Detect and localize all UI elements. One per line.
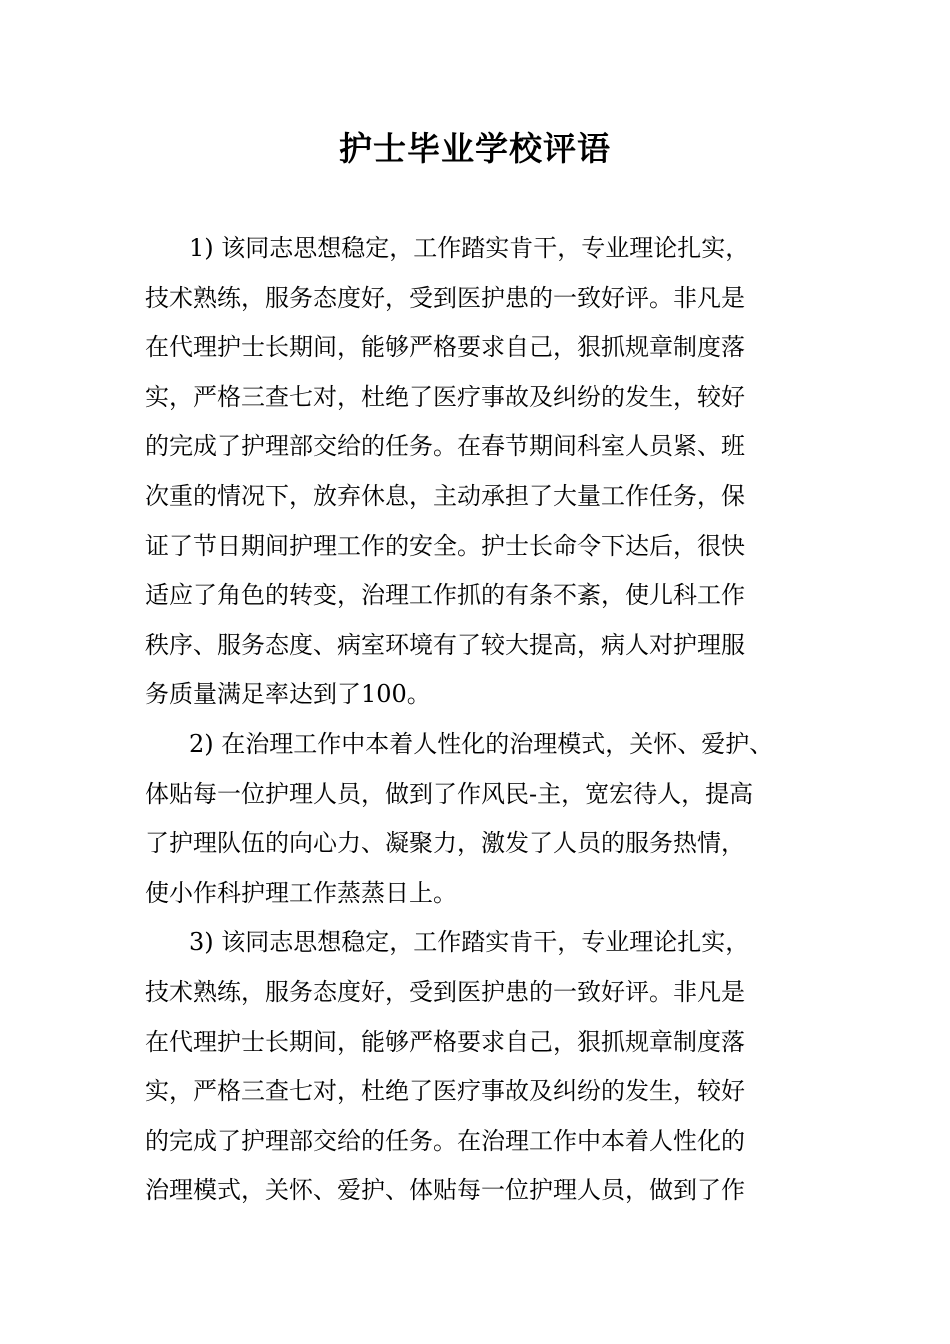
text-line: 技术熟练，服务态度好，受到医护患的一致好评。非凡是 [145,283,745,312]
text-line: 次重的情况下，放弃休息，主动承担了大量工作任务，保 [145,481,745,510]
text-line: 实，严格三查七对，杜绝了医疗事故及纠纷的发生，较好 [145,1077,745,1106]
text-line: 的完成了护理部交给的任务。在春节期间科室人员紧、班 [145,432,745,461]
text-line: 适应了角色的转变，治理工作抓的有条不紊，使儿科工作 [145,581,745,610]
text-line: 在代理护士长期间，能够严格要求自己，狠抓规章制度落 [145,1027,745,1056]
document-body [145,224,845,1216]
text-line: 体贴每一位护理人员，做到了作风民-主，宽宏待人，提高 [145,779,754,808]
text-line: 治理模式，关怀、爱护、体贴每一位护理人员，做到了作 [145,1176,745,1205]
text-line: 证了节日期间护理工作的安全。护士长命令下达后，很快 [145,531,745,560]
text-line: 务质量满足率达到了100。 [145,680,431,709]
text-line: 实，严格三查七对，杜绝了医疗事故及纠纷的发生，较好 [145,382,745,411]
text-line-paragraph-1-start: 1) 该同志思想稳定，工作踏实肯干，专业理论扎实， [189,234,750,262]
text-line: 使小作科护理工作蒸蒸日上。 [145,878,457,907]
text-line: 的完成了护理部交给的任务。在治理工作中本着人性化的 [145,1126,745,1155]
text-line: 在代理护士长期间，能够严格要求自己，狠抓规章制度落 [145,333,745,362]
text-line: 秩序、服务态度、病室环境有了较大提高，病人对护理服 [145,630,745,659]
text-line-paragraph-3-start: 3) 该同志思想稳定，工作踏实肯干，专业理论扎实， [189,928,750,957]
page-title: 护士毕业学校评语 [339,129,611,168]
text-line: 技术熟练，服务态度好，受到医护患的一致好评。非凡是 [145,977,745,1006]
text-line-paragraph-2-start: 2) 在治理工作中本着人性化的治理模式，关怀、爱护、 [189,729,774,758]
text-line: 了护理队伍的向心力、凝聚力，激发了人员的服务热情， [145,829,745,858]
